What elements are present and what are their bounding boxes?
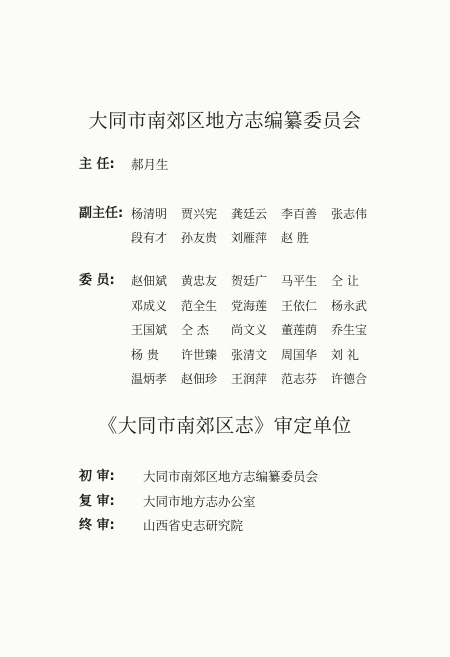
member-name: 王依仁 (281, 298, 318, 313)
member-name: 许世臻 (181, 347, 218, 362)
member-name: 邓成义 (131, 298, 168, 313)
member-name: 贺廷广 (231, 274, 268, 288)
members-label: 委 员: (79, 273, 115, 288)
member-name: 仝 让 (331, 274, 359, 288)
deputy-director-name: 刘雁萍 (231, 231, 268, 245)
member-name: 杨永武 (331, 298, 368, 313)
member-name: 赵佃珍 (181, 372, 218, 386)
deputy-director-name: 李百善 (281, 207, 318, 221)
member-name: 黄忠友 (181, 274, 218, 288)
members-list (131, 273, 381, 387)
deputy-director-name: 龚廷云 (231, 207, 268, 221)
member-name: 温炳孝 (131, 372, 168, 386)
member-name: 王润萍 (231, 372, 268, 386)
second-review-unit: 大同市地方志办公室 (143, 494, 256, 509)
deputy-directors-list (131, 206, 381, 246)
member-name: 马平生 (281, 274, 318, 288)
director-name: 郝月生 (131, 157, 169, 172)
member-name: 杨 贵 (131, 347, 159, 362)
deputy-director-name: 段有才 (131, 231, 168, 245)
deputy-directors-label: 副主任: (79, 206, 124, 221)
second-review-label: 复 审: (79, 494, 115, 509)
member-name: 许德合 (331, 372, 368, 386)
director-label: 主 任: (79, 157, 115, 172)
member-name: 王国斌 (131, 323, 168, 337)
member-name: 范志芬 (281, 372, 318, 386)
deputy-director-name: 赵 胜 (281, 231, 309, 245)
member-name: 范全生 (181, 298, 218, 313)
initial-review-label: 初 审: (79, 469, 115, 484)
committee-title: 大同市南郊区地方志编纂委员会 (88, 110, 362, 132)
deputy-director-name: 贾兴宪 (181, 207, 218, 221)
review-title: 《大同市南郊区志》审定单位 (98, 415, 352, 437)
member-name: 董莲荫 (281, 323, 318, 337)
deputy-director-name: 杨清明 (131, 207, 168, 221)
member-name: 刘 礼 (331, 347, 359, 362)
initial-review-unit: 大同市南郊区地方志编纂委员会 (143, 469, 319, 484)
member-name: 仝 杰 (181, 323, 209, 337)
member-name: 周国华 (281, 347, 318, 362)
final-review-unit: 山西省史志研究院 (143, 518, 244, 533)
member-name: 张清文 (231, 347, 268, 362)
member-name: 党海莲 (231, 298, 268, 313)
final-review-label: 终 审: (79, 518, 115, 533)
member-name: 乔生宝 (331, 323, 368, 337)
member-name: 赵佃斌 (131, 274, 168, 288)
deputy-director-name: 张志伟 (331, 207, 368, 221)
deputy-director-name: 孙友贵 (181, 231, 218, 245)
member-name: 尚文义 (231, 323, 268, 337)
